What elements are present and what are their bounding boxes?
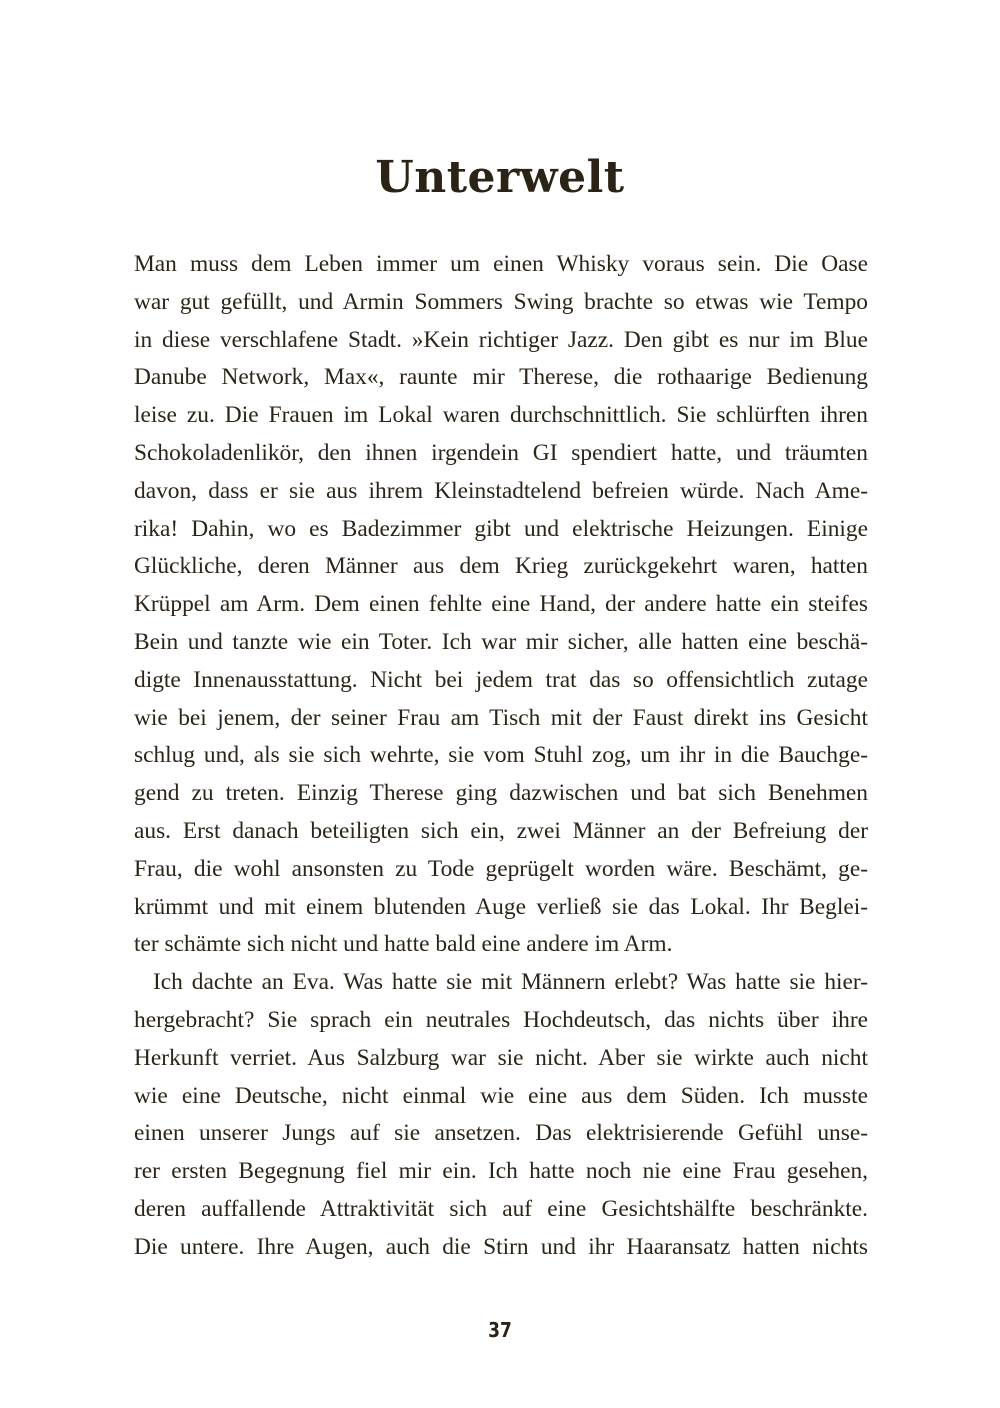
text-line: krümmt und mit einem blutenden Auge verließ sie das Lokal. Ihr Beglei- — [134, 893, 868, 920]
text-line: Glückliche, deren Männer aus dem Krieg zurückgekehrt waren, hatten — [134, 553, 868, 580]
text-line: Die untere. Ihre Augen, auch die Stirn und ihr Haaransatz hatten nichts — [134, 1233, 868, 1260]
text-line: in diese verschlafene Stadt. »Kein richtiger Jazz. Den gibt es nur im Blue — [134, 326, 868, 353]
text-line: Krüppel am Arm. Dem einen fehlte eine Hand, der andere hatte ein steifes — [134, 591, 868, 618]
text-line: leise zu. Die Frauen im Lokal waren durchschnittlich. Sie schlürften ihren — [134, 402, 868, 429]
text-line: wie bei jenem, der seiner Frau am Tisch mit der Faust direkt ins Gesicht — [134, 704, 868, 731]
text-line: ter schämte sich nicht und hatte bald eine andere im Arm. — [134, 931, 673, 958]
text-line: rika! Dahin, wo es Badezimmer gibt und elektrische Heizungen. Einige — [134, 515, 868, 542]
text-line: Frau, die wohl ansonsten zu Tode geprügelt worden wäre. Beschämt, ge- — [134, 855, 868, 882]
text-line: wie eine Deutsche, nicht einmal wie eine aus dem Süden. Ich musste — [134, 1082, 868, 1109]
text-line: einen unserer Jungs auf sie ansetzen. Das elektrisierende Gefühl unse- — [134, 1120, 868, 1147]
paragraph-2 — [134, 964, 868, 1266]
text-line: digte Innenausstattung. Nicht bei jedem trat das so offensichtlich zutage — [134, 666, 868, 693]
text-line: Man muss dem Leben immer um einen Whisky voraus sein. Die Oase — [134, 251, 868, 277]
text-line: Bein und tanzte wie ein Toter. Ich war mir sicher, alle hatten eine beschä- — [134, 628, 868, 655]
text-line: davon, dass er sie aus ihrem Kleinstadtelend befreien würde. Nach Ame- — [134, 477, 868, 504]
text-line: gend zu treten. Einzig Therese ging dazwischen und bat sich Benehmen — [134, 780, 868, 807]
text-line: hergebracht? Sie sprach ein neutrales Hochdeutsch, das nichts über ihre — [134, 1006, 868, 1033]
page-number: 37 — [488, 1318, 512, 1342]
text-line: Ich dachte an Eva. Was hatte sie mit Männern erlebt? Was hatte sie hier- — [153, 969, 868, 996]
text-line: Herkunft verriet. Aus Salzburg war sie nicht. Aber sie wirkte auch nicht — [134, 1044, 868, 1071]
text-line: rer ersten Begegnung fiel mir ein. Ich hatte noch nie eine Frau gesehen, — [134, 1158, 868, 1185]
text-line: aus. Erst danach beteiligten sich ein, zwei Männer an der Befreiung der — [134, 817, 868, 844]
paragraph-1 — [134, 246, 868, 964]
text-line: deren auffallende Attraktivität sich auf eine Gesichtshälfte beschränkte. — [134, 1195, 868, 1222]
text-line: Danube Network, Max«, raunte mir Therese, die rothaarige Bedienung — [134, 364, 868, 391]
body-text — [134, 246, 868, 1267]
text-line: war gut gefüllt, und Armin Sommers Swing brachte so etwas wie Tempo — [134, 288, 868, 315]
text-line: schlug und, als sie sich wehrte, sie vom Stuhl zog, um ihr in die Bauchge- — [134, 742, 868, 769]
text-line: Schokoladenlikör, den ihnen irgendein GI spendiert hatte, und träumten — [134, 439, 868, 466]
chapter-title: Unterwelt — [375, 152, 625, 203]
